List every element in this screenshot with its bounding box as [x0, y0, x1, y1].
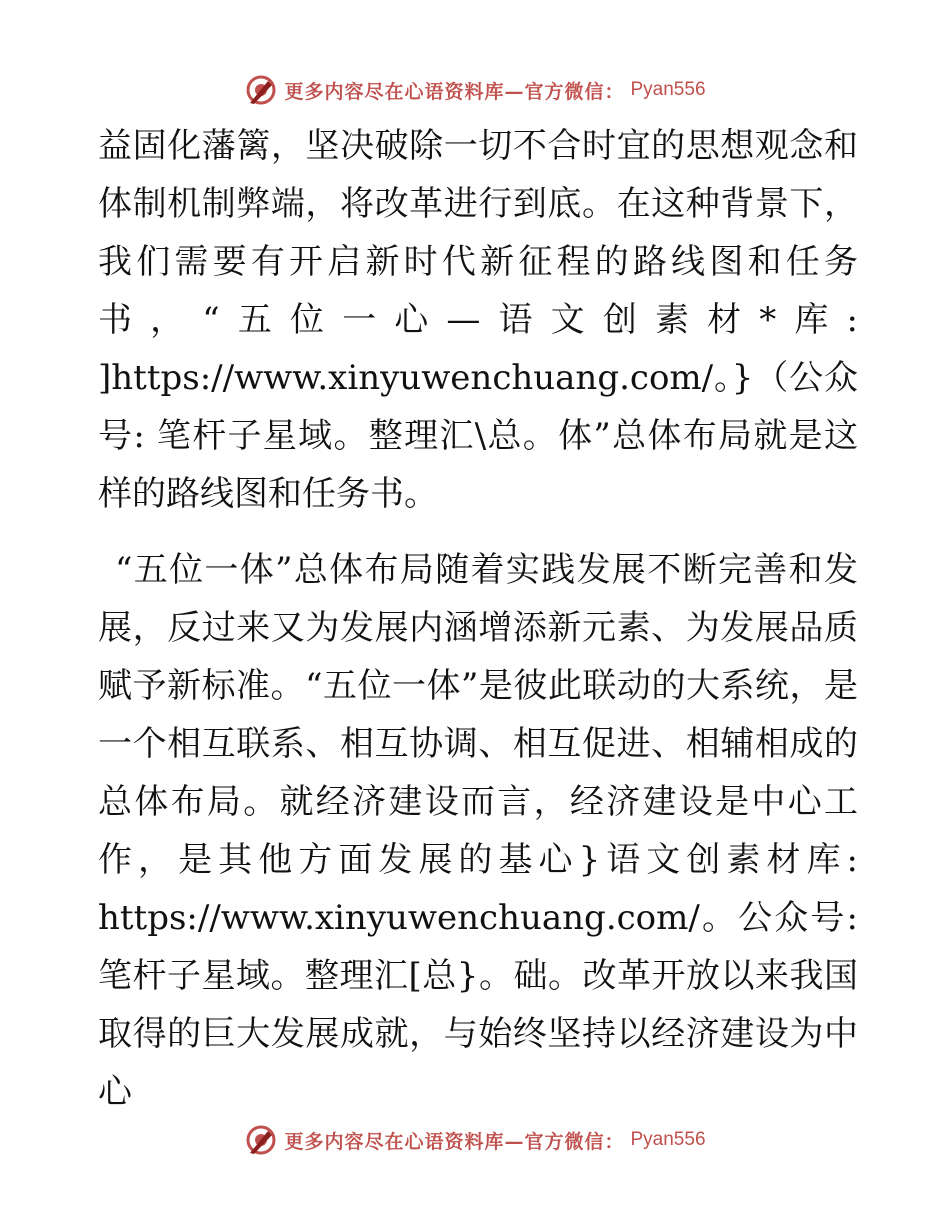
header-wechat-id: Pyan556 [630, 79, 706, 100]
header-banner-text: 更多内容尽在心语资料库—官方微信： [284, 80, 625, 103]
pen-logo-icon [244, 73, 278, 107]
body-paragraph-2: “五位一体”总体布局随着实践发展不断完善和发展，反过来又为发展内涵增添新元素、为发展品质赋予新标准。“五位一体”是彼此联动的大系统，是一个相互联系、相互协调、相互促进、相辅相成的总体布局。就经济建设而言，经济建设是中心工作，是其他方面发展的基心}语文创素材库: https://www.xinyuwenchuang.com/。公众号: 笔杆子星域。整理汇[总}。础。改革开放以来我国取得的巨大发展成就，与始终坚持以经济建设为中心 [98, 550, 858, 1112]
footer-banner [0, 1120, 950, 1160]
document-body [98, 117, 858, 1121]
body-paragraph-1: 益固化藩篱，坚决破除一切不合时宜的思想观念和体制机制弊端，将改革进行到底。在这种背景下，我们需要有开启新时代新征程的路线图和任务书，“五位一心—语文创素材*库: ]https://www.xinyuwenchuang.com/。}（公众号: 笔杆子星域。整理汇\总。体”总体布局就是这样的路线图和任务书。 [98, 126, 858, 514]
footer-banner-text: 更多内容尽在心语资料库—官方微信： [284, 1130, 625, 1153]
footer-wechat-id: Pyan556 [630, 1129, 706, 1150]
header-banner [0, 70, 950, 110]
pen-logo-icon [244, 1123, 278, 1157]
